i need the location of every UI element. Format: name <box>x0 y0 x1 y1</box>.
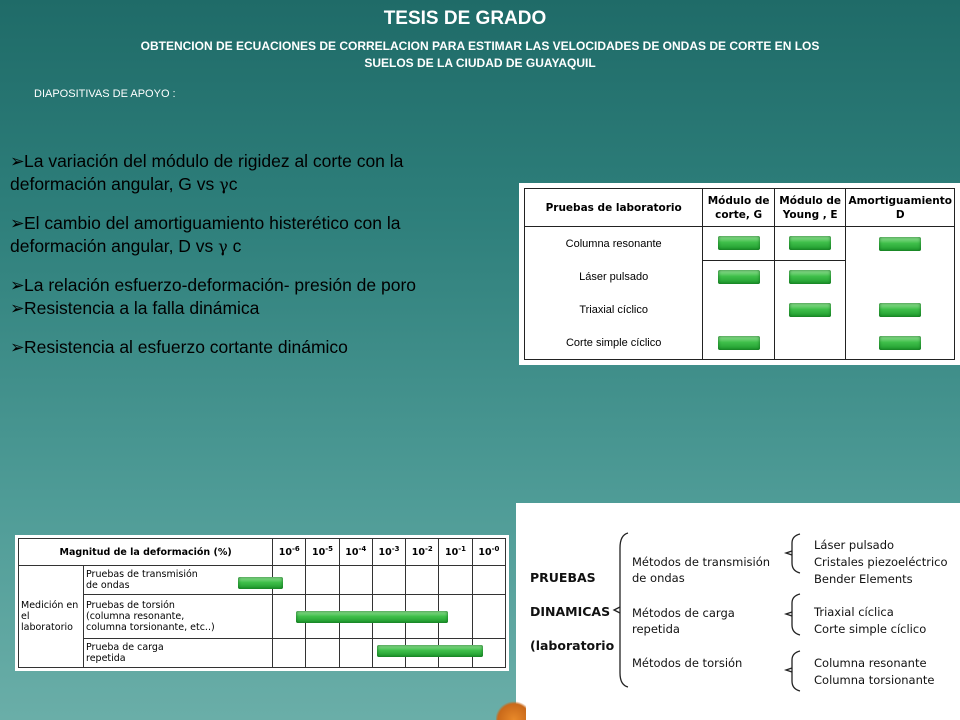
exp-power: -2 <box>425 545 433 554</box>
method-text: de ondas <box>632 571 685 585</box>
header-text: Young , E <box>782 208 838 221</box>
table-row <box>525 227 955 261</box>
cell-g <box>703 260 775 293</box>
header-text: Módulo de <box>707 194 770 207</box>
exp-base: 10 <box>345 547 359 559</box>
deformation-table-image <box>15 535 509 671</box>
row-text: de ondas <box>86 580 130 592</box>
slide-title: TESIS DE GRADO <box>383 8 547 29</box>
cell-e <box>774 227 846 261</box>
header-text: Módulo de <box>779 194 842 207</box>
row-text: Pruebas de torsión <box>86 599 175 611</box>
exponent-label <box>339 539 372 566</box>
exponent-label <box>406 539 439 566</box>
bullet-text: c <box>228 174 238 194</box>
sub-laser: Láser pulsado <box>814 538 895 552</box>
exp-base: 10 <box>445 547 459 559</box>
cell-g <box>703 293 775 326</box>
row-torsion <box>84 595 273 638</box>
gamma-symbol: γ <box>219 175 229 194</box>
bullet-stress-strain <box>10 274 510 297</box>
method-torsion: Métodos de torsión <box>632 656 743 670</box>
row-text: (columna resonante, <box>86 610 185 622</box>
exp-power: -5 <box>325 545 334 554</box>
exp-base: 10 <box>378 547 392 559</box>
lab-measurement-label <box>19 566 84 668</box>
method-text: repetida <box>632 622 680 636</box>
header-tests: Pruebas de laboratorio <box>525 189 703 227</box>
arrow-bullet-icon: ➢ <box>10 213 25 233</box>
bullet-text: La relación esfuerzo-deformación- presión de poro <box>24 275 417 295</box>
exp-power: -6 <box>292 545 300 554</box>
sub-torsional: Columna torsionante <box>814 673 935 687</box>
deformation-table <box>18 538 506 668</box>
side-text: el <box>21 611 30 622</box>
exponent-label <box>472 539 505 566</box>
exp-base: 10 <box>411 547 426 559</box>
header-damping <box>846 189 955 227</box>
green-mark <box>789 236 831 250</box>
header-young-modulus <box>774 189 846 227</box>
side-text: laboratorio <box>21 622 73 633</box>
exp-base: 10 <box>478 547 492 559</box>
exp-base: 10 <box>312 547 326 559</box>
bullet-shear-resistance <box>10 336 510 359</box>
sub-simple-shear: Corte simple cíclico <box>814 622 927 636</box>
side-text: Medición en <box>21 600 79 611</box>
lab-tests-table-image <box>519 183 960 365</box>
slide-subtitle <box>20 38 940 72</box>
row-label: Triaxial cíclico <box>525 293 703 326</box>
bullet-text: El cambio del amortiguamiento histerético con la <box>24 213 401 233</box>
bullet-text: c <box>227 236 242 256</box>
sub-resonant: Columna resonante <box>814 656 927 670</box>
decorative-corner <box>496 700 526 720</box>
bullet-damping <box>10 212 510 258</box>
subtitle-line-2: SUELOS DE LA CIUDAD DE GUAYAQUIL <box>364 56 596 70</box>
cell-e <box>774 260 846 293</box>
cell-d <box>846 293 955 326</box>
exp-power: -1 <box>458 545 467 554</box>
row-label: Columna resonante <box>525 227 703 261</box>
bullet-shear-modulus <box>10 150 510 196</box>
row-repeated-load <box>84 638 273 667</box>
header-shear-modulus <box>703 189 775 227</box>
sub-piezo: Cristales piezoeléctrico <box>814 555 948 569</box>
bullet-text: Resistencia al esfuerzo cortante dinámico <box>24 337 348 357</box>
cell-d <box>846 326 955 360</box>
arrow-bullet-icon: ➢ <box>10 337 25 357</box>
method-text: Métodos de carga <box>632 606 735 620</box>
cell-g <box>703 227 775 261</box>
green-mark <box>789 303 831 317</box>
sub-bender: Bender Elements <box>814 572 913 586</box>
cell-d <box>846 227 955 261</box>
header-text: D <box>895 208 905 221</box>
method-transmission <box>632 554 770 586</box>
exponent-label <box>372 539 405 566</box>
method-repeated-load <box>632 605 735 637</box>
support-label: DIAPOSITIVAS DE APOYO : <box>34 88 176 100</box>
row-text: columna torsionante, etc..) <box>86 621 215 633</box>
exponent-label <box>439 539 472 566</box>
cell-e <box>774 293 846 326</box>
exponent-label <box>273 539 306 566</box>
cell-e <box>774 326 846 360</box>
bullet-failure-resistance <box>10 297 510 320</box>
lab-tests-table <box>524 188 955 360</box>
laboratorio-label: (laboratorio <box>530 638 615 653</box>
exp-power: -3 <box>391 545 400 554</box>
sub-triaxial: Triaxial cíclica <box>814 605 894 619</box>
cell-g <box>703 326 775 360</box>
table-row <box>525 326 955 360</box>
row-text: Prueba de carga <box>86 641 164 653</box>
header-text: corte, G <box>715 208 763 221</box>
green-mark <box>789 270 831 284</box>
row-text: Pruebas de transmisión <box>86 569 198 581</box>
green-mark <box>879 303 921 317</box>
green-mark <box>879 237 921 251</box>
exp-power: -0 <box>491 545 500 554</box>
arrow-bullet-icon: ➢ <box>10 298 25 318</box>
table-row <box>525 260 955 293</box>
bullet-text: deformación angular, G vs <box>10 174 220 194</box>
exp-base: 10 <box>278 547 293 559</box>
bullet-text: La variación del módulo de rigidez al corte con la <box>24 151 404 171</box>
dynamic-tests-diagram <box>516 503 960 720</box>
green-mark <box>718 336 760 350</box>
subtitle-line-1: OBTENCION DE ECUACIONES DE CORRELACION PARA ESTIMAR LAS VELOCIDADES DE ONDAS DE CORTE EN LOS <box>140 39 820 53</box>
header-text: Amortiguamiento <box>848 194 952 207</box>
row-wave-transmission <box>84 566 273 595</box>
row-text: repetida <box>86 652 126 664</box>
bullet-text: deformación angular, D vs <box>10 236 219 256</box>
row-label: Corte simple cíclico <box>525 326 703 360</box>
deformation-header: Magnitud de la deformación (%) <box>19 539 273 566</box>
dinamicas-label: DINAMICAS <box>530 604 611 619</box>
method-text: Métodos de transmisión <box>632 555 771 569</box>
row-label: Láser pulsado <box>525 260 703 293</box>
arrow-bullet-icon: ➢ <box>10 275 25 295</box>
green-mark <box>718 236 760 250</box>
green-mark <box>718 270 760 284</box>
green-mark <box>879 336 921 350</box>
exp-power: -4 <box>358 545 367 554</box>
exponent-label <box>306 539 339 566</box>
gamma-symbol: γ <box>218 237 228 256</box>
bullet-text: Resistencia a la falla dinámica <box>24 298 260 318</box>
bullet-list <box>10 150 510 359</box>
pruebas-label: PRUEBAS <box>530 570 596 585</box>
table-row <box>525 293 955 326</box>
arrow-bullet-icon: ➢ <box>10 151 25 171</box>
cell-d <box>846 260 955 293</box>
